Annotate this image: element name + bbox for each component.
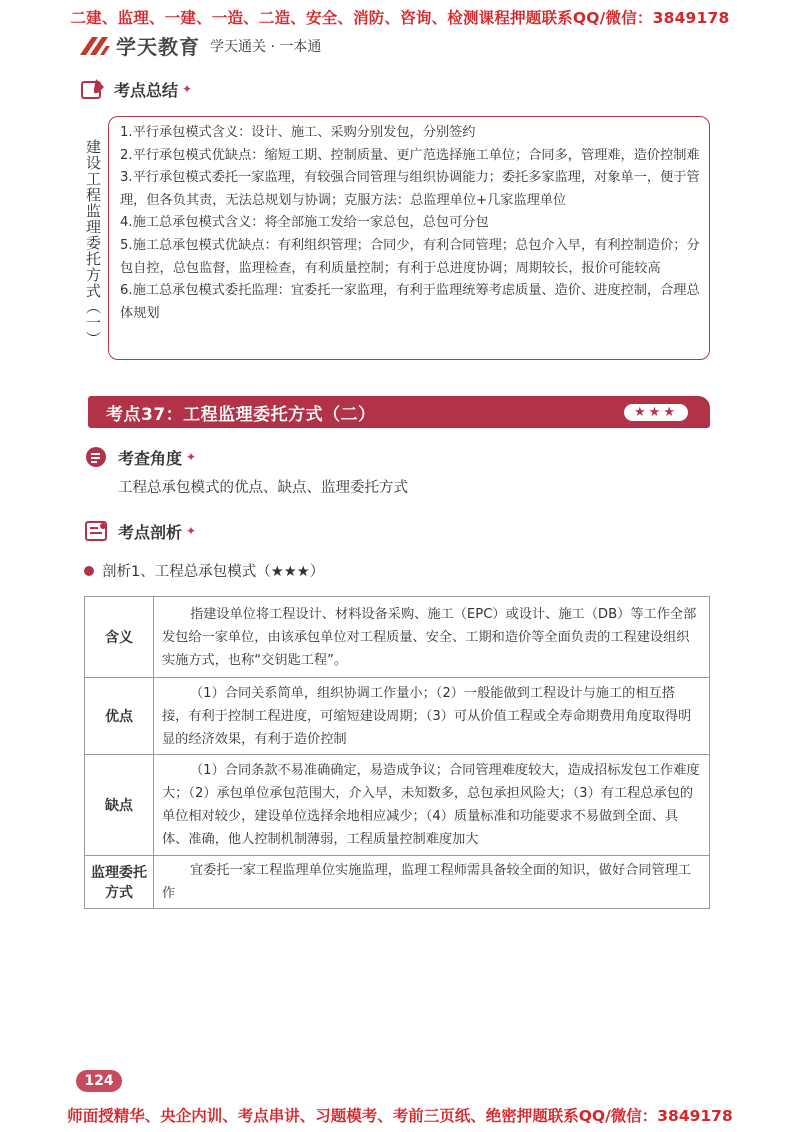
row-head: 缺点	[85, 755, 154, 856]
bottom-promo-banner: 师面授精华、央企内训、考点串讲、习题模考、考前三页纸、绝密押题联系QQ/微信：3849178	[67, 1107, 733, 1125]
brand-header	[78, 31, 321, 60]
summary-item: 1.平行承包模式含义：设计、施工、采购分别发包，分别签约	[120, 125, 476, 140]
row-content	[154, 856, 710, 909]
analysis-heading	[84, 518, 196, 544]
summary-item: 3.平行承包模式委托一家监理，有较强合同管理与组织协调能力；委托多家监理，对象单一，便于管理，但各负其责，无法总规划与协调；克服方法：总监理单位+几家监理单位	[120, 170, 700, 208]
row-head: 优点	[85, 678, 154, 755]
row-text: （1）合同关系简单，组织协调工作量小；（2）一般能做到工程设计与施工的相互搭接，有利于控制工程进度，可缩短建设周期；（3）可从价值工程或全寿命期费用角度取得明显的经济效果，有利于造价控制	[162, 685, 692, 747]
summary-heading	[80, 76, 192, 102]
summary-item: 4.施工总承包模式含义：将全部施工发给一家总包，总包可分包	[120, 215, 489, 231]
angle-heading	[84, 444, 196, 470]
page-number: 124	[76, 1070, 122, 1092]
detail-table	[84, 596, 710, 909]
row-content	[154, 755, 710, 856]
table-row	[85, 678, 710, 755]
summary-item: 5.施工总承包模式优缺点：有利组织管理；合同少，有利合同管理；总包介入早，有利控制造价；分包自控，总包监督，监理检查，有利质量控制；有利于总进度协调；周期较长，报价可能较高	[120, 237, 700, 276]
summary-title: 考点总结	[114, 80, 179, 100]
table-row	[85, 597, 710, 678]
folder-pen-icon	[80, 76, 106, 102]
bullet-icon	[84, 566, 94, 576]
analysis-item-label: 剖析1、工程总承包模式（★★★）	[102, 564, 325, 580]
summary-box	[108, 116, 710, 360]
row-head: 含义	[85, 597, 154, 678]
summary-item: 6.施工总承包模式委托监理：宜委托一家监理，有利于监理统筹考虑质量、造价、进度控制，合理总体规划	[120, 283, 700, 321]
topic-banner	[88, 396, 710, 428]
angle-text: 工程总承包模式的优点、缺点、监理委托方式	[118, 480, 408, 496]
table-row	[85, 856, 710, 909]
row-text: （1）合同条款不易准确确定，易造成争议；合同管理难度较大，造成招标发包工作难度大；（2）承包单位承包范围大，介入早，未知数多，总包承担风险大；（3）有工程总承包的单位相对较少，建设单位选择余地相应减少；（4）质量标准和功能要求不易做到全面、具体、准确，他人控制机制薄弱，工程质量控制难度加大	[162, 763, 700, 847]
analysis-item	[84, 560, 324, 581]
summary-side-label: 建设工程监理委托方式（一）	[84, 139, 102, 347]
sparkle-icon: ✦	[186, 524, 197, 538]
angle-title: 考查角度	[118, 448, 183, 468]
table-row	[85, 755, 710, 856]
sparkle-icon: ✦	[186, 450, 197, 464]
brand-slogan: 学天通关 · 一本通	[210, 38, 322, 55]
row-head: 监理委托方式	[85, 856, 154, 909]
brand-logo-icon	[78, 35, 112, 57]
brand-name: 学天教育	[116, 35, 200, 59]
topic-stars: ★★★	[624, 404, 688, 421]
row-text: 宜委托一家工程监理单位实施监理，监理工程师需具备较全面的知识，做好合同管理工作	[162, 863, 692, 901]
top-promo-banner: 二建、监理、一建、一造、二造、安全、消防、咨询、检测课程押题联系QQ/微信：3849178	[70, 9, 730, 27]
topic-title: 考点37：工程监理委托方式（二）	[106, 404, 376, 425]
row-content	[154, 678, 710, 755]
row-content	[154, 597, 710, 678]
checklist-icon	[84, 444, 110, 470]
analysis-title: 考点剖析	[118, 522, 183, 542]
summary-item: 2.平行承包模式优缺点：缩短工期、控制质量、更广范选择施工单位；合同多，管理难，造价控制难	[120, 147, 700, 163]
sparkle-icon: ✦	[182, 82, 193, 96]
row-text: 指建设单位将工程设计、材料设备采购、施工（EPC）或设计、施工（DB）等工作全部发包给一家单位，由该承包单位对工程质量、安全、工期和造价等全面负责的工程建设组织实施方式，也称“交钥匙工程”。	[162, 606, 697, 668]
analysis-board-icon	[84, 518, 110, 544]
